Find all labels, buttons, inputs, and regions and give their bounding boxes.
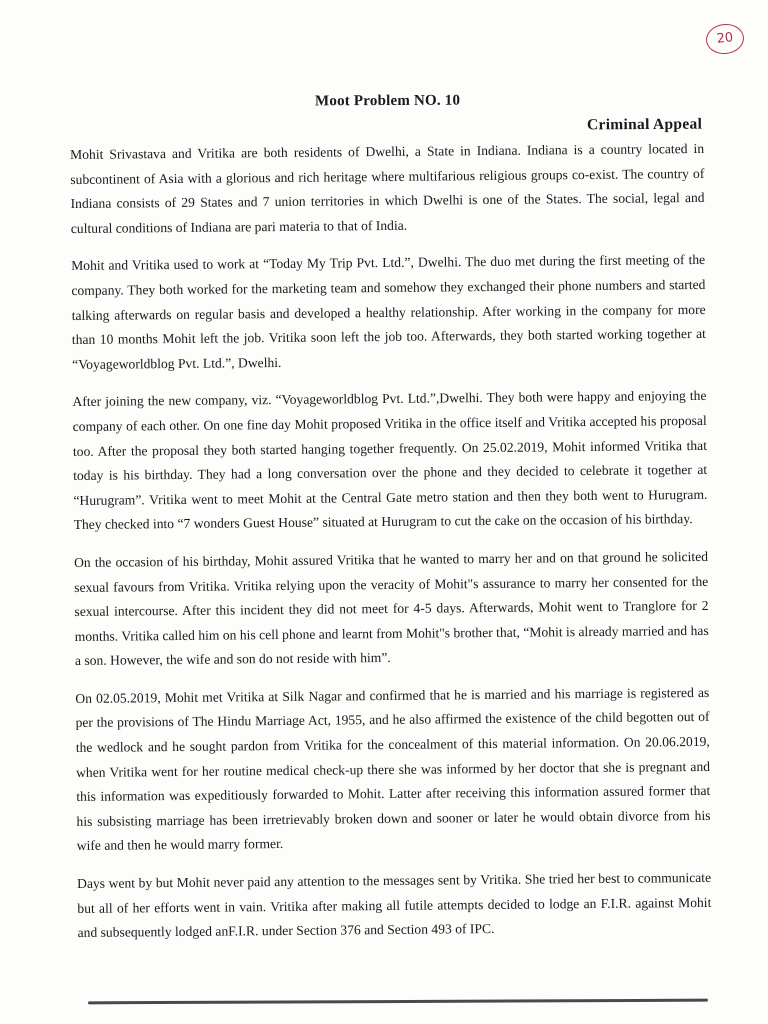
body-text (70, 137, 712, 959)
bottom-rule-divider (88, 999, 708, 1005)
paragraph-6: Days went by but Mohit never paid any attention to the messages sent by Vritika. She tried her best to communicate but all of her efforts went in vain. Vritika after making all futile attempts decided to lodge an F.I.R. against Mohit and subsequently lodged anF.I.R. under Section 376 and Section 493 of IPC. (77, 869, 712, 941)
paragraph-2: Mohit and Vritika used to work at “Today My Trip Pvt. Ltd.”, Dwelhi. The duo met during the first meeting of the company. They both worked for the marketing team and somehow they exchanged their phone numbers and started talking afterwards on regular basis and developed a healthy relationship. After working in the company for more than 10 months Mohit left the job. Vritika soon left the job too. Afterwards, they both started working together at “Voyageworldblog Pvt. Ltd.”, Dwelhi. (71, 252, 706, 372)
title-row (0, 92, 768, 110)
page-number-stamp: 20 (705, 22, 746, 56)
paragraph-1: Mohit Srivastava and Vritika are both residents of Dwelhi, a State in Indiana. Indiana is a country located in subcontinent of Asia with a glorious and rich heritage where multifarious religious groups co-exist. The country of Indiana consists of 29 States and 7 union territories in which Dwelhi is one of the States. The social, legal and cultural conditions of Indiana are pari materia to that of India. (70, 140, 705, 236)
paragraph-4: On the occasion of his birthday, Mohit assured Vritika that he wanted to marry her and on that ground he solicited sexual favours from Vritika. Vritika relying upon the veracity of Mohit"s assurance to marry her consented for the sexual intercourse. After this incident they did not meet for 4-5 days. Afterwards, Mohit went to Tranglore for 2 months. Vritika called him on his cell phone and learnt from Mohit"s brother that, “Mohit is already married and has a son. However, the wife and son do not reside with him”. (73, 548, 709, 669)
page-title: Moot Problem NO. 10 (315, 92, 461, 110)
paragraph-5: On 02.05.2019, Mohit met Vritika at Silk Nagar and confirmed that he is married and his marriage is registered as per the provisions of The Hindu Marriage Act, 1955, and he also affirmed the existence of the child begotten out of the wedlock and he sought pardon from Vritika for the concealment of this material information. On 20.06.2019, when Vritika went for her routine medical check-up there she was informed by her doctor that she is pregnant and this information was expeditiously forwarded to Mohit. Latter after receiving this information assured former that his subsisting marriage has been irretrievably broken down and sooner or later he would obtain divorce from his wife and then he would marry former. (75, 684, 711, 854)
paragraph-3: After joining the new company, viz. “Voyageworldblog Pvt. Ltd.”,Dwelhi. They both were happy and enjoying the company of each other. On one fine day Mohit proposed Vritika in the office itself and Vritika accepted his proposal too. After the proposal they both started hanging together frequently. On 25.02.2019, Mohit informed Vritika that today is his birthday. They had a long conversation over the phone and they decided to celebrate it together at “Hurugram”. Vritika went to meet Mohit at the Central Gate metro station and then they both went to Hurugram. They checked into “7 wonders Guest House” situated at Hurugram to cut the cake on the occasion of his birthday. (72, 388, 708, 533)
page-subtitle: Criminal Appeal (586, 115, 703, 134)
